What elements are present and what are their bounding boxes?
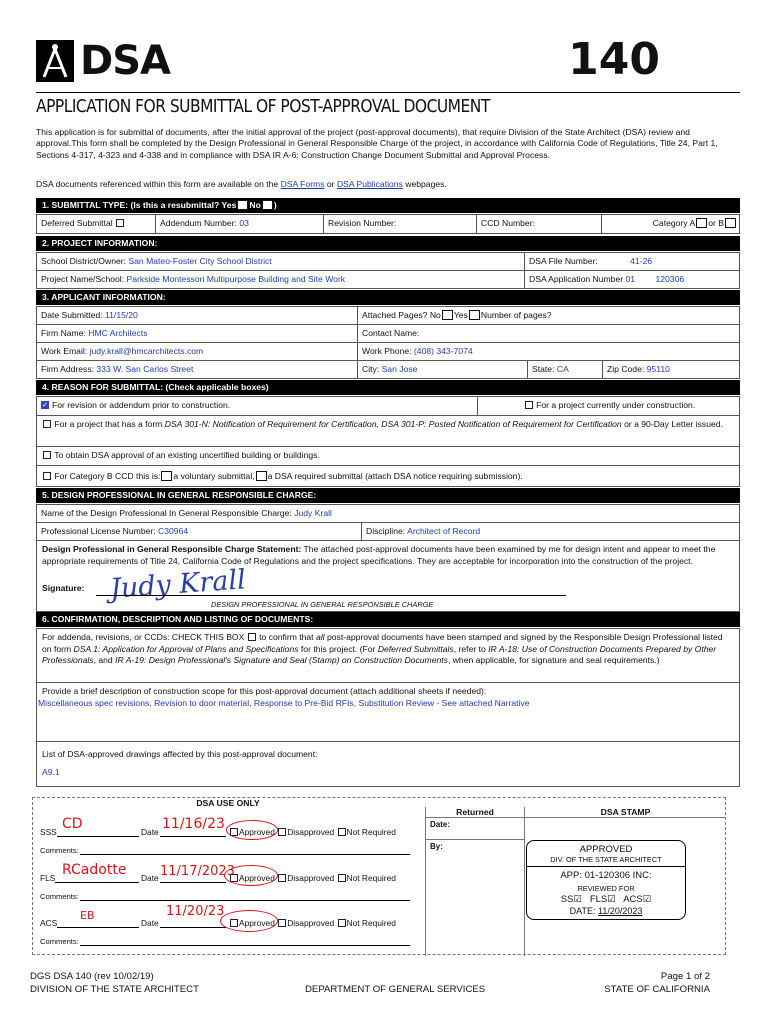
catb-voluntary-checkbox[interactable] — [161, 471, 172, 481]
app-number-cell — [524, 271, 741, 288]
fls-disapproved-label: Disapproved — [287, 873, 335, 883]
district-value[interactable]: San Mateo-Foster City School District — [128, 256, 272, 266]
description-label: Provide a brief description of construction scope for this post-approval document (attach additional sheets if needed): — [42, 686, 487, 696]
zip-label: Zip Code: — [607, 364, 645, 374]
reason-catb-row — [36, 465, 740, 487]
stamp-division: DIV. OF THE STATE ARCHITECT — [527, 855, 685, 867]
license-cell — [37, 523, 361, 540]
state-label: State: — [532, 364, 555, 374]
returned-date-label: Date: — [426, 818, 524, 840]
sss-label: SSS — [40, 827, 57, 837]
email-row — [36, 342, 740, 361]
fls-initials[interactable]: RCadotte — [62, 862, 127, 878]
s1-heading-no: No — [249, 200, 261, 210]
fls-approved-circle — [224, 865, 278, 886]
stamp-fls: FLS — [589, 894, 608, 905]
statement-heading: Design Professional in General Responsible Charge Statement: — [42, 544, 302, 554]
addendum-label: Addendum Number: — [160, 218, 237, 228]
reason-301-row — [36, 415, 740, 447]
contact-label: Contact Name: — [362, 328, 420, 338]
confirm-c: post-approval documents have been stamped and signed by the Responsible Design Professional listed on form — [42, 632, 723, 654]
file-number-cell — [524, 253, 741, 270]
section-5-heading: 5. DESIGN PROFESSIONAL IN GENERAL RESPONSIBLE CHARGE: — [36, 488, 740, 503]
email-label: Work Email: — [41, 346, 88, 356]
dsa-forms-link[interactable]: DSA Forms — [280, 179, 325, 189]
confirm-checkbox[interactable] — [248, 633, 256, 641]
project-value[interactable]: Parkside Montessori Multipurpose Building and Site Work — [126, 274, 346, 284]
confirm-h: IR A-18: Use of Construction Documents Prepared by Other Professionals — [42, 643, 717, 666]
signature-line — [96, 595, 566, 596]
attached-no-checkbox[interactable] — [442, 310, 453, 320]
category-or-b: or B — [708, 218, 724, 228]
zip-value[interactable]: 95110 — [646, 364, 670, 374]
fls-date-value[interactable]: 11/17/2023 — [160, 864, 235, 879]
form-301-text-b: DSA 301-N: Notification of Requirement for Certification, DSA 301-P: Posted Notification of Requirement for Certification — [164, 419, 622, 429]
stamp-reviewed: REVIEWED FOR — [577, 884, 635, 893]
sss-underline — [57, 836, 139, 837]
header-rule — [36, 92, 740, 93]
sss-comments-label: Comments: — [40, 846, 79, 855]
footer-department: DEPARTMENT OF GENERAL SERVICES — [305, 984, 486, 995]
attached-yes-checkbox[interactable] — [469, 310, 480, 320]
confirm-b: to confirm that — [256, 632, 316, 642]
stamp-heading: DSA STAMP — [525, 807, 726, 818]
fls-not-required-label: Not Required — [346, 873, 396, 883]
fls-not-required-checkbox[interactable] — [338, 874, 346, 882]
acs-date-label: Date — [141, 918, 159, 928]
refs-suffix: webpages. — [402, 179, 447, 189]
license-value[interactable]: C30964 — [158, 526, 189, 536]
app-number-prefix[interactable]: 01 — [625, 274, 636, 284]
catb-label-b: a voluntary submittal, — [173, 471, 255, 481]
confirm-e: for this project. (For — [298, 643, 378, 654]
stamp-app: APP: 01-120306 INC: — [560, 870, 652, 881]
fls-approved-label: Approved — [239, 873, 275, 883]
intro-paragraph: This application is for submittal of documents, after the initial approval of the project (post-approval documents), that require Division of the State Architect (DSA) review and approval.This form shall be completed by the Design Professional in General Responsible Charge of the project, in accordance with California Code of Regulations, Title 24, Part 1, Sections 4-317, 4-323 and 4-338 and in compliance with DSA IR A-6: Construction Change Document Submittal and Approval Process. — [36, 127, 718, 160]
sss-date-label: Date — [141, 827, 159, 837]
district-row — [36, 252, 740, 271]
catb-label-c: a DSA required submittal (attach DSA notice requiring submission). — [267, 471, 523, 481]
uncertified-label: To obtain DSA approval of an existing uncertified building or buildings. — [54, 450, 320, 460]
attached-num-label: Number of pages? — [480, 310, 552, 320]
deferred-checkbox[interactable] — [116, 219, 124, 227]
state-cell — [527, 361, 602, 378]
sss-comments-line — [80, 854, 410, 855]
sss-approved-label: Approved — [239, 827, 275, 837]
drawings-value[interactable]: A9.1 — [42, 766, 60, 777]
compass-icon — [36, 40, 74, 82]
email-cell — [37, 343, 357, 360]
revision-cell — [323, 215, 476, 233]
license-row — [36, 522, 740, 541]
drawings-label: List of DSA-approved drawings affected by this post-approval document: — [42, 749, 318, 759]
current-option-checkbox[interactable] — [525, 401, 533, 409]
acs-date-underline — [160, 927, 226, 928]
s1-heading-end: ) — [273, 200, 277, 210]
stamp-date-label: DATE: — [569, 906, 596, 916]
date-cell — [37, 307, 357, 324]
handwritten-signature: Judy Krall — [109, 564, 247, 605]
catb-checkbox[interactable] — [43, 472, 51, 480]
confirm-f: Deferred Submittals — [377, 643, 454, 654]
current-option-label: For a project currently under construction. — [536, 400, 696, 410]
license-label: Professional License Number: — [41, 526, 156, 536]
statement-text: The attached post-approval documents have been examined by me for design intent and appear to meet the appropriate requirements of Title 24, California Code of Regulations and the project specifications. They are acceptable for incorporation into the construction of the project. — [42, 544, 716, 566]
phone-value[interactable]: (408) 343-7074 — [413, 346, 473, 356]
section-1-heading — [36, 198, 740, 213]
attached-yes-label: Yes — [453, 310, 468, 320]
date-value[interactable]: 11/15/20 — [105, 310, 138, 320]
acs-approved-label: Approved — [239, 918, 275, 928]
revision-label: Revision Number: — [328, 218, 397, 228]
dp-name-row — [36, 504, 740, 523]
footer-division: DIVISION OF THE STATE ARCHITECT — [30, 984, 199, 995]
file-number-value[interactable]: 41-26 — [630, 256, 653, 266]
fls-label: FLS — [40, 873, 56, 883]
catb-required-checkbox[interactable] — [256, 471, 267, 481]
section-3-heading: 3. APPLICANT INFORMATION: — [36, 290, 740, 305]
confirm-g: , refer to — [453, 643, 489, 654]
submittal-type-row — [36, 214, 740, 234]
uncertified-checkbox[interactable] — [43, 451, 51, 459]
dp-name-cell — [37, 505, 741, 522]
address-value[interactable]: 333 W. San Carlos Street — [96, 364, 194, 374]
form-301-text-c: or a 90-Day Letter issued. — [621, 419, 723, 429]
fls-date-underline — [160, 882, 226, 883]
stamp-checks: SS☑ FLS☑ ACS☑ — [560, 894, 652, 905]
sss-initials[interactable]: CD — [62, 816, 83, 832]
dsa-logo — [36, 38, 170, 84]
footer-right — [580, 970, 710, 996]
stamp-approved: APPROVED — [579, 844, 633, 855]
footer-state: STATE OF CALIFORNIA — [604, 984, 710, 995]
acs-not-required-label: Not Required — [346, 918, 396, 928]
acs-disapproved-label: Disapproved — [287, 918, 335, 928]
confirm-d: DSA 1: Application for Approval of Plans and Specifications — [73, 643, 299, 654]
category-a-checkbox[interactable] — [696, 218, 707, 228]
confirm-j: IR A-19: Design Professional's Signature and Seal (Stamp) on Construction Documents — [115, 655, 448, 666]
discipline-cell — [361, 523, 741, 540]
dsa-approval-stamp — [526, 840, 686, 920]
dp-name-value[interactable]: Judy Krall — [294, 508, 332, 518]
date-row — [36, 306, 740, 325]
dsa-publications-link[interactable]: DSA Publications — [336, 179, 403, 189]
ccd-label: CCD Number: — [481, 218, 535, 228]
deferred-cell — [37, 215, 155, 233]
address-label: Firm Address: — [41, 364, 95, 374]
refs-or: or — [324, 179, 337, 189]
section-6-heading: 6. CONFIRMATION, DESCRIPTION AND LISTING OF DOCUMENTS: — [36, 612, 740, 627]
revision-option-label: For revision or addendum prior to construction. — [52, 400, 231, 410]
fls-comments-line — [80, 900, 410, 901]
resubmittal-yes-checkbox[interactable] — [237, 200, 248, 210]
confirm-a: For addenda, revisions, or CCDs: CHECK THIS BOX — [42, 632, 247, 642]
district-label: School District/Owner: — [41, 256, 127, 266]
sss-date-value[interactable]: 11/16/23 — [162, 816, 225, 832]
attached-cell — [357, 307, 741, 324]
form-301-text-a: For a project that has a form — [54, 419, 165, 429]
references-line — [36, 179, 447, 189]
fls-comments-label: Comments: — [40, 892, 79, 901]
address-row — [36, 360, 740, 379]
returned-by-label: By: — [430, 842, 443, 851]
reason-uncertified-row — [36, 446, 740, 466]
stamp-acs: ACS — [623, 894, 643, 905]
revision-option-checkbox[interactable] — [41, 401, 49, 409]
signature-caption: DESIGN PROFESSIONAL IN GENERAL RESPONSIBLE CHARGE — [211, 600, 434, 609]
addendum-cell — [155, 215, 323, 233]
firm-label: Firm Name: — [41, 328, 86, 338]
phone-cell — [357, 343, 741, 360]
reason-row-1 — [36, 396, 740, 416]
project-cell — [37, 271, 524, 288]
acs-initials[interactable]: EB — [80, 909, 95, 922]
form-301-checkbox[interactable] — [43, 420, 51, 428]
contact-cell — [357, 325, 741, 342]
description-value[interactable]: Miscellaneous spec revisions, Revision to door material, Response to Pre-Bid RFIs, Substitution Review - See attached Narrative — [38, 697, 530, 708]
section-2-heading: 2. PROJECT INFORMATION: — [36, 236, 740, 251]
form-header — [36, 34, 740, 96]
sss-disapproved-label: Disapproved — [287, 827, 335, 837]
state-value[interactable]: CA — [556, 364, 569, 374]
section-4-heading: 4. REASON FOR SUBMITTAL: (Check applicable boxes) — [36, 380, 740, 395]
acs-comments-line — [80, 945, 410, 946]
returned-heading: Returned — [426, 807, 524, 818]
email-value[interactable]: judy.krall@hmcarchitects.com — [89, 346, 204, 356]
category-cell — [601, 215, 741, 233]
current-option-cell — [477, 397, 741, 415]
footer-left — [30, 970, 199, 996]
city-label: City: — [362, 364, 380, 374]
app-number-label: DSA Application Number — [529, 274, 624, 284]
stamp-date-row — [527, 906, 685, 916]
acs-label: ACS — [40, 918, 58, 928]
category-b-checkbox[interactable] — [725, 218, 736, 228]
discipline-label: Discipline: — [366, 526, 406, 536]
addendum-value[interactable]: 03 — [239, 218, 249, 228]
district-cell — [37, 253, 524, 270]
sss-date-underline — [160, 836, 226, 837]
resubmittal-no-checkbox[interactable] — [262, 200, 273, 210]
sss-approved-circle — [226, 820, 278, 840]
acs-comments-label: Comments: — [40, 937, 79, 946]
category-label: Category A — [652, 218, 696, 228]
stamp-date: 11/20/2023 — [597, 906, 643, 916]
city-cell — [357, 361, 527, 378]
zip-cell — [602, 361, 741, 378]
sss-not-required-label: Not Required — [346, 827, 396, 837]
logo-text: DSA — [80, 38, 170, 84]
fls-date-label: Date — [141, 873, 159, 883]
page-title: APPLICATION FOR SUBMITTAL OF POST-APPROVAL DOCUMENT — [36, 96, 490, 117]
firm-cell — [37, 325, 357, 342]
refs-prefix: DSA documents referenced within this form are available on the — [36, 179, 281, 189]
stamp-ss: SS — [560, 894, 574, 905]
acs-not-required-checkbox[interactable] — [338, 919, 346, 927]
phone-label: Work Phone: — [362, 346, 412, 356]
discipline-value[interactable]: Architect of Record — [407, 526, 481, 536]
catb-label-a: For Category B CCD this is: — [54, 471, 161, 481]
fls-disapproved-checkbox[interactable] — [278, 874, 286, 882]
acs-date-value[interactable]: 11/20/23 — [166, 904, 225, 919]
sss-not-required-checkbox[interactable] — [338, 828, 346, 836]
returned-column — [425, 807, 525, 956]
firm-value[interactable]: HMC Architects — [88, 328, 148, 338]
dsa-use-heading: DSA USE ONLY — [196, 798, 260, 808]
confirm-all: all — [315, 632, 325, 642]
description-box — [36, 682, 740, 742]
attached-label: Attached Pages? No — [362, 310, 441, 320]
dp-name-label: Name of the Design Professional In General Responsible Charge: — [41, 508, 292, 518]
project-label: Project Name/School: — [41, 274, 125, 284]
confirmation-text — [36, 628, 740, 683]
deferred-label: Deferred Submittal — [41, 218, 113, 228]
fls-underline — [55, 882, 139, 883]
confirm-k: , when applicable, for signature and seal requirements.) — [447, 655, 660, 666]
confirm-i: , and — [93, 655, 116, 666]
signature-label: Signature: — [42, 583, 85, 593]
city-value[interactable]: San Jose — [381, 364, 418, 374]
date-label: Date Submitted: — [41, 310, 103, 320]
file-number-label: DSA File Number: — [529, 256, 598, 266]
acs-disapproved-checkbox[interactable] — [278, 919, 286, 927]
footer-form-rev: DGS DSA 140 (rev 10/02/19) — [30, 971, 154, 982]
address-cell — [37, 361, 357, 378]
app-number-value[interactable]: 120306 — [655, 274, 685, 284]
firm-row — [36, 324, 740, 343]
revision-option-cell — [37, 397, 477, 415]
acs-approved-circle — [220, 910, 278, 932]
drawings-box — [36, 741, 740, 787]
sss-disapproved-checkbox[interactable] — [278, 828, 286, 836]
form-number: 140 — [568, 34, 660, 85]
s1-heading-text: 1. SUBMITTAL TYPE: (Is this a resubmittal? Yes — [42, 200, 237, 210]
footer-page: Page 1 of 2 — [660, 971, 710, 982]
acs-underline — [57, 927, 139, 928]
project-row — [36, 270, 740, 289]
ccd-cell — [476, 215, 601, 233]
